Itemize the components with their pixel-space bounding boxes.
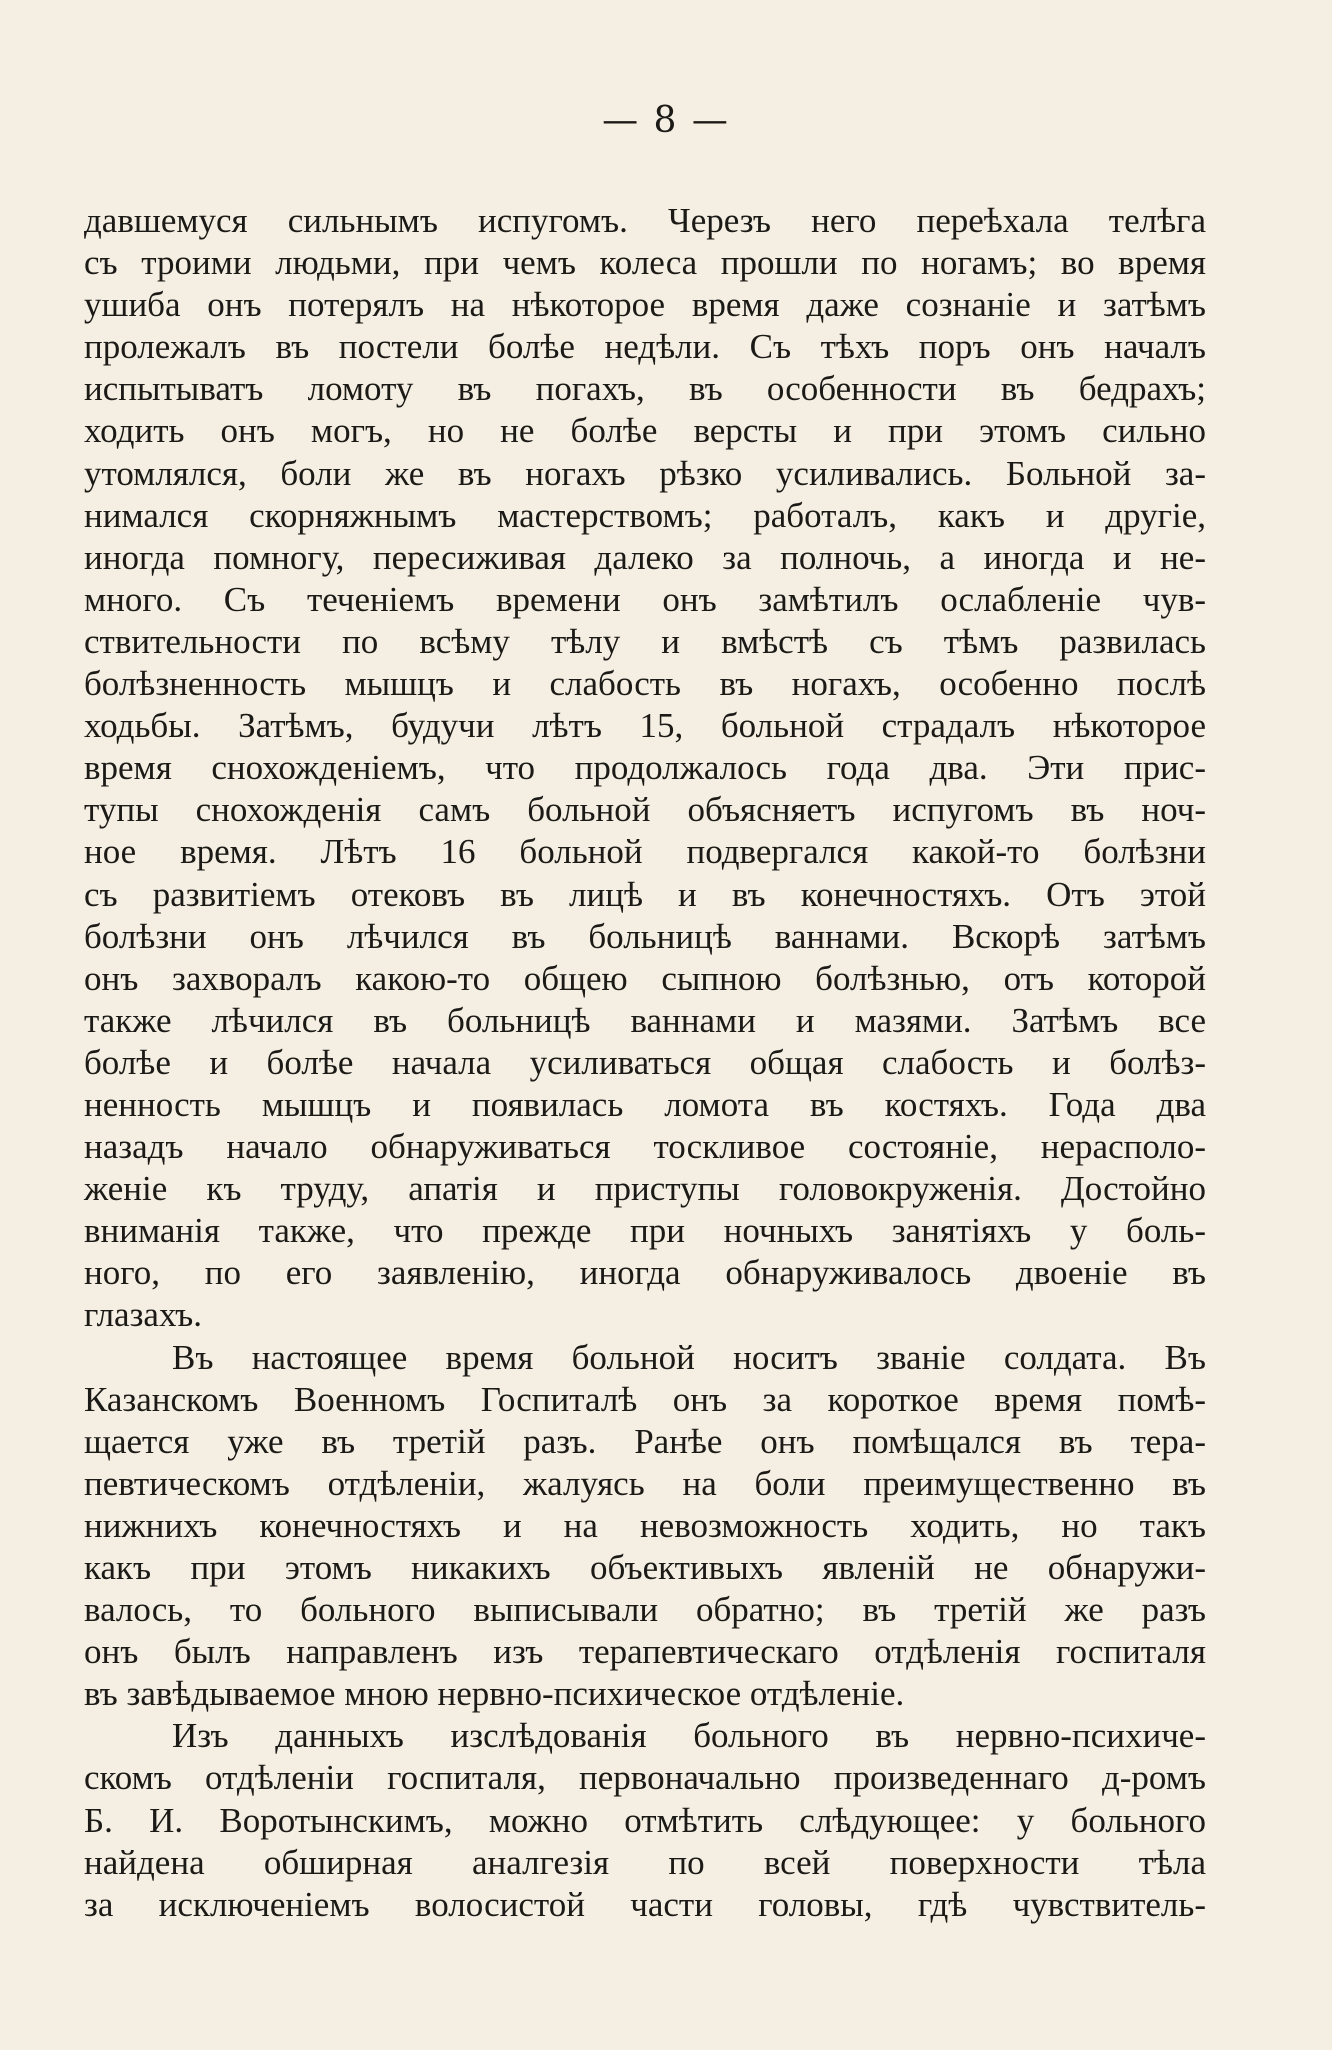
text-line: болѣе и болѣе начала усиливаться общая слабость и болѣз-: [84, 1042, 1206, 1082]
text-line: утомлялся, боли же въ ногахъ рѣзко усиливались. Больной за-: [84, 453, 1206, 493]
text-line: много. Съ теченіемъ времени онъ замѣтилъ ослабленіе чув-: [84, 579, 1206, 619]
text-line: Б. И. Воротынскимъ, можно отмѣтить слѣдующее: у больного: [84, 1800, 1206, 1840]
page-number: — 8 —: [602, 100, 730, 141]
text-line: болѣзненность мышцъ и слабость въ ногахъ, особенно послѣ: [84, 664, 1206, 704]
text-line: ненность мышцъ и появилась ломота въ костяхъ. Года два: [84, 1084, 1206, 1124]
text-line: какъ при этомъ никакихъ объективыхъ явленій не обнаружи-: [84, 1548, 1206, 1587]
text-line: назадъ начало обнаруживаться тоскливое состояніе, нерасполо-: [84, 1127, 1206, 1167]
paragraph: [84, 1715, 1206, 1925]
text-line: нимался скорняжнымъ мастерствомъ; работалъ, какъ и другіе,: [84, 495, 1206, 535]
text-line: щается уже въ третій разъ. Ранѣе онъ помѣщался въ тера-: [84, 1421, 1206, 1461]
text-line: время снохожденіемъ, что продолжалось года два. Эти прис-: [84, 748, 1206, 788]
text-line: ное время. Лѣтъ 16 больной подвергался какой-то болѣзни: [84, 832, 1206, 872]
text-line: съ троими людьми, при чемъ колеса прошли по ногамъ; во время: [84, 243, 1206, 283]
text-line: скомъ отдѣленіи госпиталя, первоначально произведеннаго д-ромъ: [84, 1758, 1206, 1798]
paragraph: [84, 1337, 1206, 1716]
text-line: ствительности по всѣму тѣлу и вмѣстѣ съ тѣмъ развилась: [84, 621, 1206, 661]
text-line: ходить онъ могъ, но не болѣе версты и при этомъ сильно: [84, 411, 1206, 451]
text-line: Казанскомъ Военномъ Госпиталѣ онъ за короткое время помѣ-: [84, 1379, 1206, 1419]
text-line: певтическомъ отдѣленіи, жалуясь на боли преимущественно въ: [84, 1463, 1206, 1503]
text-line: за исключеніемъ волосистой части головы, гдѣ чувствитель-: [84, 1884, 1206, 1924]
text-line: испытыватъ ломоту въ погахъ, въ особенности въ бедрахъ;: [84, 369, 1206, 409]
text-line: Изъ данныхъ изслѣдованія больного въ нервно-психиче-: [172, 1716, 1206, 1756]
text-line: онъ захворалъ какою-то общею сыпною болѣзнью, отъ которой: [84, 958, 1206, 998]
body-text: [84, 200, 1206, 1926]
text-line: также лѣчился въ больницѣ ваннами и мазями. Затѣмъ все: [84, 1000, 1206, 1040]
text-line: ного, по его заявленію, иногда обнаруживалось двоеніе въ: [84, 1253, 1206, 1293]
text-line: валось, то больного выписывали обратно; въ третій же разъ: [84, 1590, 1206, 1630]
text-line: болѣзни онъ лѣчился въ больницѣ ваннами. Вскорѣ затѣмъ: [84, 916, 1206, 956]
text-line: нижнихъ конечностяхъ и на невозможность ходить, но такъ: [84, 1505, 1206, 1545]
paragraph: [84, 200, 1206, 1337]
text-line: вниманія также, что прежде при ночныхъ занятіяхъ у боль-: [84, 1211, 1206, 1251]
text-line: глазахъ.: [84, 1295, 202, 1335]
text-line: тупы снохожденія самъ больной объясняетъ испугомъ въ ноч-: [84, 790, 1206, 830]
text-line: ходьбы. Затѣмъ, будучи лѣтъ 15, больной страдалъ нѣкоторое: [84, 706, 1206, 746]
text-line: съ развитіемъ отековъ въ лицѣ и въ конечностяхъ. Отъ этой: [84, 874, 1206, 914]
text-line: онъ былъ направленъ изъ терапевтическаго отдѣленія госпиталя: [84, 1632, 1206, 1672]
text-line: ушиба онъ потерялъ на нѣкоторое время даже сознаніе и затѣмъ: [84, 285, 1206, 325]
text-line: найдена обширная аналгезія по всей поверхности тѣла: [84, 1842, 1206, 1882]
text-line: Въ настоящее время больной носитъ званіе солдата. Въ: [172, 1337, 1206, 1377]
text-line: женіе къ труду, апатія и приступы головокруженія. Достойно: [84, 1169, 1206, 1209]
text-line: давшемуся сильнымъ испугомъ. Черезъ него переѣхала телѣга: [84, 201, 1206, 240]
text-line: иногда помногу, пересиживая далеко за полночь, а иногда и не-: [84, 537, 1206, 577]
text-line: пролежалъ въ постели болѣе недѣли. Съ тѣхъ поръ онъ началъ: [84, 327, 1206, 367]
text-line: въ завѣдываемое мною нервно-психическое отдѣленіе.: [84, 1674, 905, 1714]
